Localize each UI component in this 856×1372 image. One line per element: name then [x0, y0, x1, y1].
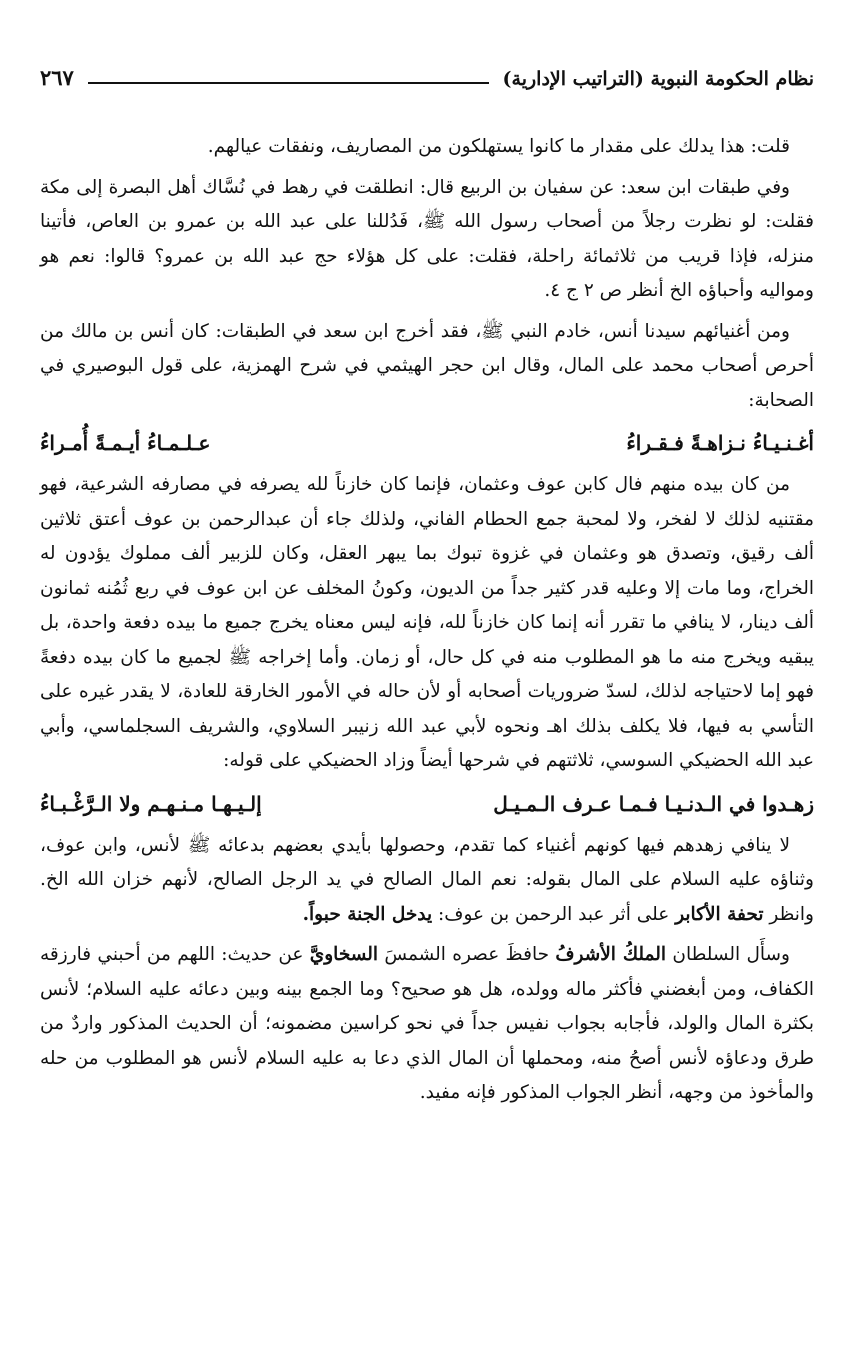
poem-verse [40, 785, 814, 823]
paragraph [40, 829, 814, 933]
paragraph-text: من كان بيده منهم فال كابن عوف وعثمان، فإنما كان خازناً لله يصرفه في مصارفه الشرعية، فهو مقتنيه لذلك لا لفخر، ولا لمحبة جمع الحطام الفاني، ولذلك جاء أن عبدالرحمن بن عوف أعتق ثلاثين ألف رقيق، وتصدق هو وعثمان في غزوة تبوك بما يبهر العقل، وكان للزبير ألف مملوك يؤدون له الخراج، وما مات إلا وعليه قدر كثير جداً من الديون، وكونُ المخلف عن ابن عوف في ربع ثُمُنه ثمانون ألف دينار، لا ينافي ما تقرر أنه إنما كان خازناً لله، فإنه ليس معناه يخرج جميع ما بيده دفعة واحدة، بل يبقيه ويخرج منه ما هو المطلوب منه في كل حال، أو زمان. وأما إخراجه ﷺ لجميع ما كان بيده دفعةً فهو إما لاحتياجه لذلك، لسدّ ضروريات أصحابه أو لأن حاله في الأمور الخارقة للعادة، لا يقدر غيره على التأسي به فيها، فلا يكلف بذلك اهـ ونحوه لأبي عبد الله زنيبر السلاوي، والشريف السجلماسي، وأبي عبد الله الحضيكي السوسي، ثلاثتهم في شرحها أيضاً وزاد الحضيكي على قوله: [40, 474, 814, 771]
verse-first-hemistich: أغـنـيـاءُ نـزاهـةً فـقـراءُ [626, 431, 814, 455]
page-number: ٢٦٧ [40, 65, 74, 90]
paragraph [40, 468, 814, 779]
paragraph-text: على أثر عبد الرحمن بن عوف: [432, 903, 676, 925]
page-body [40, 130, 814, 1117]
book-title-bold: تحفة الأكابر [675, 903, 764, 925]
paragraph-text: حافظَ عصره الشمسَ [378, 944, 556, 965]
paragraph-text: عن حديث: اللهم من أحبني فارزقه الكفاف، ومن أبغضني فأكثر ماله وولده، هل هو صحيح؟ وما الجمع بينه وبين دعائه عليه السلام؛ لأنس بكثرة المال والولد، فأجابه بجواب نفيس جداً في نحو كراسين مضمونه؛ أن الحديث المذكور واردٌ من طرق ودعاؤه لأنس أصحُ منه، ومحملها أن المال الذي دعا به عليه السلام لأنس هو المطلوب من حله والمأخوذ من وجهه، أنظر الجواب المذكور فإنه مفيد. [40, 944, 814, 1103]
paragraph-text: قلت: هذا يدلك على مقدار ما كانوا يستهلكون من المصاريف، ونفقات عيالهم. [207, 136, 790, 157]
paragraph-text: وفي طبقات ابن سعد: عن سفيان بن الربيع قال: انطلقت في رهط في نُسَّاك أهل البصرة إلى مكة فقلت: لو نظرت رجلاً من أصحاب رسول الله ﷺ، فَدُللنا على عبد الله بن عمرو بن العاص، فأتينا منزله، فإذا قريب من ثلاثمائة راحلة، فقلت: على كل هؤلاء حج عبد الله بن عمرو؟ قالوا: نعم هو ومواليه وأحباؤه الخ أنظر ص ٢ ج ٤. [40, 176, 814, 301]
hadith-phrase-bold: يدخل الجنة حبواً. [302, 903, 433, 925]
running-header [40, 56, 814, 90]
verse-first-hemistich: زهـدوا في الـدنـيـا فـمـا عـرف الـمـيـل [493, 791, 814, 816]
sultan-name-bold: الملكُ الأشرفُ [555, 944, 667, 965]
paragraph [40, 315, 814, 419]
paragraph [40, 130, 814, 165]
paragraph-text: لا ينافي زهدهم فيها كونهم أغنياء كما تقدم، وحصولها بأيدي بعضهم بدعائه ﷺ لأنس، وابن عوف، وثناؤه عليه السلام على المال بقوله: نعم المال الصالح في يد الرجل الصالح، لأنهم خزان الله الخ. وانظر [40, 834, 814, 925]
paragraph-text: وسأَل السلطان [666, 944, 790, 965]
verse-second-hemistich: عـلـمـاءُ أيـمـةً أُمـراءُ [40, 431, 211, 455]
paragraph [40, 938, 814, 1111]
header-rule [88, 82, 489, 84]
poem-verse [40, 424, 814, 462]
paragraph [40, 171, 814, 309]
running-title: نظام الحكومة النبوية (التراتيب الإدارية) [502, 68, 814, 90]
verse-second-hemistich: إلـيـهـا مـنـهـم ولا الـرَّغْـبـاءُ [40, 791, 262, 816]
scholar-name-bold: السخاويَّ [309, 944, 379, 965]
paragraph-text: ومن أغنيائهم سيدنا أنس، خادم النبي ﷺ، فقد أخرج ابن سعد في الطبقات: كان أنس بن مالك من أحرص أصحاب محمد على المال، وقال ابن حجر الهيثمي في شرح الهمزية، على قول البوصيري في الصحابة: [40, 320, 814, 411]
